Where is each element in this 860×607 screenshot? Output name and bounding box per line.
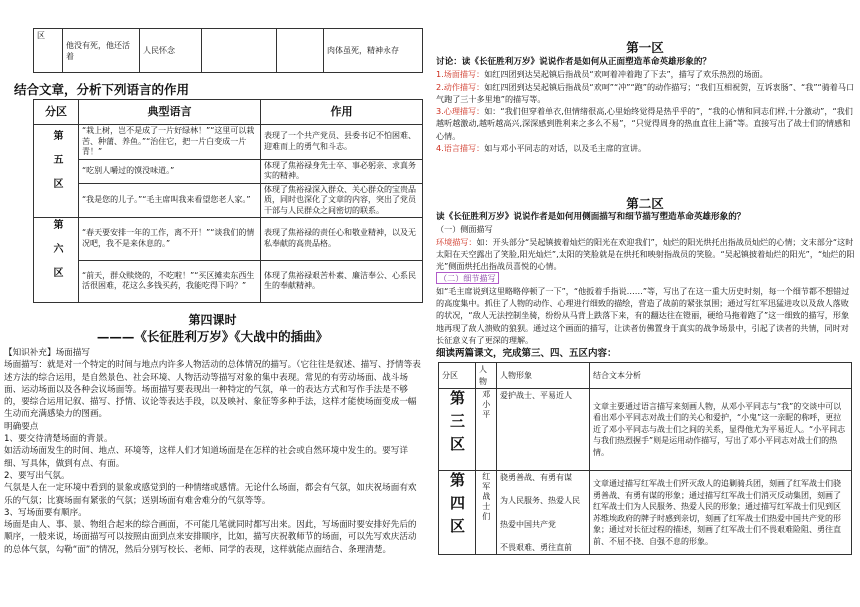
column-header: 典型语言 [79, 100, 261, 125]
zone-cell: 第三区 [439, 389, 476, 471]
image-cell: 爱护战士、平易近人 [497, 389, 590, 471]
analysis-cell: 文章通过描写红军战士们歼灭敌人的追剿骑兵团，刻画了红军战士们骁勇善战、有勇有谋的形象；通过描写红军战士们消灭反动集团，刻画了红军战士们为人民服务、热爱人民的形象；通过描写红军战士们见到区苏维埃政府的牌子时感到亲切，刻画了红军战士们热爱中国共产党的形象；通过对长征过程的描述，刻画了红军战士们不畏艰难险阻、勇往直前、不屈不挠、自强不息的形象。 [590, 471, 852, 555]
table-row [439, 389, 852, 471]
section-heading: 结合文章，分析下列语言的作用 [14, 82, 190, 97]
zone2-content [436, 211, 856, 361]
zone-cell: 第四区 [439, 471, 476, 555]
item-text: 如：“我们但穿着单衣,但情绪很高,心里始终觉得是热乎乎的”，“我的心情和同志们样,十分激动”，“我们越听越激动,越听越高兴,深深感到胜利来之多么不易”，“只觉得周身的热血直往上涌”等。直接写出了战士们的情感和心情。 [436, 106, 853, 141]
zone2-question: 读《长征胜利万岁》说说作者是如何用侧面描写和细节描写塑造革命英雄形象的？ [436, 212, 746, 222]
env-text: 如：开头部分“吴起镇披着灿烂的阳光在欢迎我们”，灿烂的阳光烘托出指战员灿烂的心情；文末部分“这时太阳在天空露出了笑脸,阳光灿烂”,太阳的笑脸就是在烘托和映射指战员的笑脸。“吴起镇披着灿烂的阳光”，“灿烂的阳光”侧面烘托出指战员喜悦的心情。 [436, 236, 855, 272]
zone1-title: 第一区 [626, 40, 664, 55]
effect-cell: 表现了一个共产党员、县委书记不怕困难、迎难而上的勇气和斗志。 [261, 125, 423, 160]
zone-cell: 第五区 [34, 125, 79, 218]
column-header: 分区 [34, 100, 79, 125]
language-cell: “吃别人嚼过的馍没味道。” [79, 159, 261, 183]
env-label: 环境描写： [436, 236, 477, 247]
top-table-fragment [33, 28, 423, 73]
detail-label: （二）细节描写 [436, 272, 499, 284]
table-row [34, 29, 423, 73]
language-cell: “前天，群众赎烧的，不吃啦！”“买区摊卖东西生活很困难，花这么多钱买药，我能吃得下吗？” [79, 260, 261, 303]
paragraph: 【知识补充】场面描写 [4, 348, 90, 358]
column-header: 人物形象 [497, 363, 590, 389]
list-item [436, 68, 856, 80]
lesson-title: 第四课时 [188, 313, 237, 327]
image-cell: 骁勇善战、有勇有谋 为人民服务、热爱人民 热爱中国共产党 不畏艰难、勇往直前 [497, 471, 590, 555]
table-header-row [439, 363, 852, 389]
zone-table [438, 362, 852, 555]
lesson-subtitle: ———《长征胜利万岁》《大战中的插曲》 [96, 329, 329, 344]
task-heading: 细读两篇课文，完成第三、四、五区内容： [436, 348, 617, 360]
list-item [436, 142, 856, 154]
effect-cell: 表现了焦裕禄的责任心和敬业精神，以及无私奉献的高贵品格。 [261, 218, 423, 261]
table-header-row [34, 100, 423, 125]
analysis-cell: 文章主要通过语言描写来刻画人物，从邓小平同志与“我”的交谈中可以看出邓小平同志对战士们的关心和爱护，“小鬼”这一亲昵的称呼，更拉近了邓小平同志与战士们之间的关系，显得他尤为平易近人。“小平同志与我们热烈握手”则是运用动作描写，写出了邓小平同志对战士们的热情。 [590, 389, 852, 471]
zone1-question: 讨论：读《长征胜利万岁》说说作者是如何从正面塑造革命英雄形象的？ [436, 57, 712, 67]
person-cell: 红军战士们 [476, 471, 497, 555]
paragraph: 明确要点 [4, 421, 39, 432]
paragraph: 场面描写：就是对一个特定的时间与地点内许多人物活动的总体情况的描写。（它往往是叙述、描写、抒情等表述方法的综合运用，是自然景色、社会环境、人物活动等描写对象的集中表现。常见的有劳动场面、战斗场面、运动场面以及各种会议场面等。场面描写要表现出一种特定的气氛，单一的表达方式和写作手法是不够的，要综合运用记叙、描写、抒情、议论等表达手段，以及映衬、象征等多种手法，这样才能使场面变成一幅生动而充满感染力的图画。 [4, 360, 421, 420]
effect-cell: 体现了焦裕禄身先士卒、事必躬亲、求真务实的精神。 [261, 159, 423, 183]
item-text: 如红四团到达吴起镇后指战员“欢呵”“冲”“跑”的动作描写；“我们互相祝贺，互诉衷肠”、“我”“骑着马口气跑了三十多里地”的描写等。 [436, 81, 855, 104]
column-header: 结合文本分析 [590, 363, 852, 389]
zone-cell: 区 [34, 29, 63, 73]
table-row [34, 183, 423, 218]
table-cell: 肉体虽死，精神永存 [324, 29, 423, 73]
table-row [439, 471, 852, 555]
detail-paragraph: 如“毛主席说到这里略略停顿了一下”，“他扳着手指说……”等，写出了在这一重大历史时刻，每一个细节都不想错过的高度集中。抓住了人物的动作、心理进行细致的描绘，营造了战前的紧张氛围；通过写红军迅猛进攻以及敌人落败的状况，“敌人无法控制坐骑，纷纷从马背上跌落下来，有的翻达往在镫丽，硬给马拖着跑了”这一细致的描写，形象地再现了敌人溃败的狼狈。通过这个画面的描写，让读者仿佛置身于真实的战争场景中，引起了读者的共情，同时对长征意义有了更深的理解。 [436, 285, 850, 345]
table-cell [277, 29, 324, 73]
table-row [34, 159, 423, 183]
column-header: 分区 [439, 363, 476, 389]
paragraph: 2、要写出气氛。 [4, 470, 70, 481]
paragraph: 如活动场面发生的时间、地点、环境等，这样人们才知道场面是在怎样的社会或自然环境中发生的。要写详细、写具体，做到有点、有面。 [4, 446, 408, 469]
language-cell: “春天要安排一年的工作，离不开！”“谈我们的情况吧，我不是来休息的。” [79, 218, 261, 261]
effect-cell: 体现了焦裕禄深入群众、关心群众的宝贵品质，同时也深化了文章的内容，突出了党员干部与人民群众之间密切的联系。 [261, 183, 423, 218]
zone1-content [436, 56, 856, 154]
table-cell: 他没有死，他还活着 [63, 29, 140, 73]
effect-cell: 体现了焦裕禄艰苦朴素、廉洁奉公、心系民生的奉献精神。 [261, 260, 423, 303]
zone-cell: 第六区 [34, 218, 79, 303]
environment-paragraph [436, 236, 856, 273]
language-cell: “我是您的儿子。”“毛主席叫我来看望您老人家。” [79, 183, 261, 218]
column-header: 人物 [476, 363, 497, 389]
column-header: 作用 [261, 100, 423, 125]
person-cell: 邓小平 [476, 389, 497, 471]
item-label: 1.场面描写： [436, 69, 485, 80]
item-text: 如红四团到达吴起镇后指战员“欢呵着冲着跑了下去”，描写了欢乐热烈的场面。 [484, 69, 768, 80]
item-label: 2.动作描写： [436, 81, 485, 92]
table-row [34, 125, 423, 160]
paragraph: 气氛是人在一定环境中看到的景象或感觉到的一种情绪或感情。无论什么场面，都会有气氛，如庆祝场面有欢乐的气氛；比赛场面有紧张的气氛；送别场面有难舍难分的气氛等等。 [4, 483, 417, 506]
side-description-label: （一）侧面描写 [436, 224, 493, 235]
table-row [34, 260, 423, 303]
table-row [34, 218, 423, 261]
detail-label-row [436, 272, 856, 284]
table-cell: 人民怀念 [140, 29, 202, 73]
left-page [0, 0, 425, 607]
zone2-title: 第二区 [626, 196, 664, 211]
item-label: 4.语言描写： [436, 143, 485, 154]
paragraph: 1、要交待清楚场面的背景。 [4, 434, 113, 445]
paragraph: 场面是由人、事、景、物组合起来的综合画面，不可能几笔就同时都写出来。因此，写场面时要安排好先后的顺序，一般来说，场面描写可以按照由面到点来安排顺序，比如，描写庆祝教师节的场面，可以先写欢庆活动的总体气氛，勾勒“面”的情况，然后分别写校长、老师、同学的表现，这样就能点面结合、条理清楚。 [4, 520, 417, 555]
list-item [436, 105, 856, 142]
language-table [33, 99, 423, 303]
list-item [436, 81, 856, 106]
item-label: 3.心理描写： [436, 106, 485, 117]
language-cell: “栽上树，岂不是成了一片好绿林！”“这里可以栽苦、种蒲、养鱼。”“治住它，把一片白变成一片青！” [79, 125, 261, 160]
table-cell [202, 29, 277, 73]
paragraph: 3、写场面要有顺序。 [4, 507, 87, 518]
body-text [4, 347, 422, 556]
item-text: 如与邓小平同志的对话，以及毛主席的宣讲。 [484, 143, 647, 154]
